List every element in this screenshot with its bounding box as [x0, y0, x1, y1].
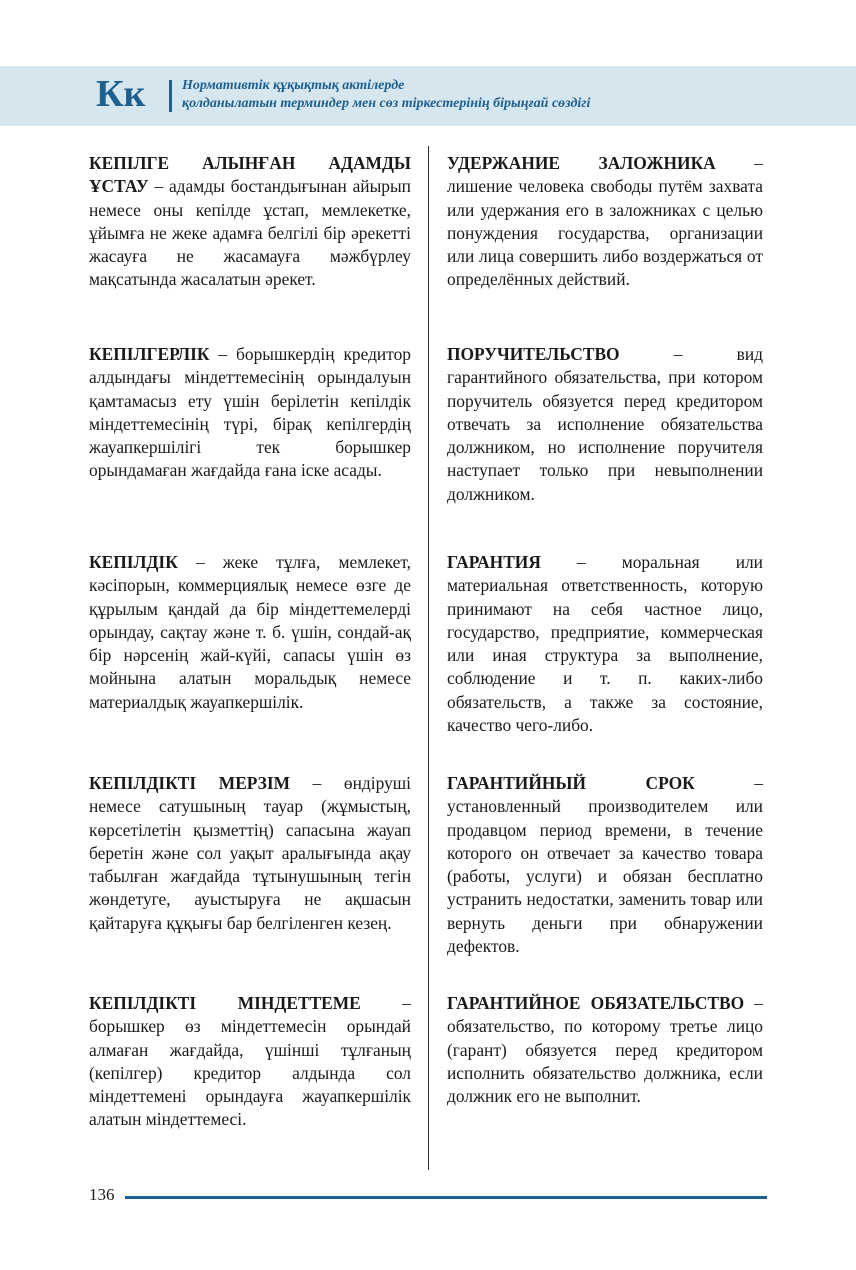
ru-term-1: УДЕРЖАНИЕ ЗАЛОЖНИКА	[447, 153, 716, 173]
running-header-line-1: Нормативтік құқықтық актілерде	[182, 78, 405, 93]
kk-entry-5	[89, 992, 411, 1132]
ru-term-2: ПОРУЧИТЕЛЬСТВО	[447, 344, 620, 364]
ru-entry-4	[447, 772, 763, 958]
ru-definition-1: – лишение человека свободы путём захвата или удержания его в заложниках с целью понуждения государства, организации или лица совершить либо воздержаться от определённых действий.	[447, 153, 763, 290]
ru-entry-3	[447, 551, 763, 737]
kk-definition-4: – өндіруші немесе сатушының тауар (жұмыстың, көрсетілетін қызметтің) сапасына жауап беретін және сол уақыт аралығында ақау табылған жағдайда тұтынушының тегін жөндетуге, ауыстыруға не ақшасын қайтаруға құқығы бар белгіленген кезең.	[89, 773, 411, 933]
ru-term-3: ГАРАНТИЯ	[447, 552, 541, 572]
kk-definition-2: – борышкердің кредитор алдындағы міндеттемесінің орындалуын қамтамасыз ету үшін берілетін кепілдік міндеттемесінің түрі, бірақ кепілгердің жауапкершілігі тек борышкер орындамаған жағдайда ғана іске асады.	[89, 344, 411, 481]
ru-term-5: ГАРАНТИЙНОЕ ОБЯЗАТЕЛЬСТВО	[447, 993, 745, 1013]
section-letter: Кк	[96, 73, 146, 115]
ru-entry-2	[447, 343, 763, 506]
kk-definition-5: – борышкер өз міндеттемесін орындай алмаған жағдайда, үшінші тұлғаның (кепілгер) кредитор алдында сол міндеттемені орындауға жауапкершілік алатын міндеттемесі.	[89, 993, 411, 1130]
running-header-line-2: қолданылатын терминдер мен сөз тіркестерінің бірыңғай сөздігі	[182, 96, 591, 111]
header-divider	[169, 80, 172, 112]
kk-entry-3	[89, 551, 411, 714]
running-header	[182, 77, 590, 113]
ru-entry-5	[447, 992, 763, 1108]
kk-definition-3: – жеке тұлға, мемлекет, кәсіпорын, коммерциялық немесе өзге де құрылым қандай да бір міндеттемелерді орындау, сақтау және т. б. үшін, сондай-ақ бір нәрсенің жай-күйі, сапасы үшін өз мойнына алатын моральдық немесе материалдық жауапкершілік.	[89, 552, 411, 712]
ru-definition-3: – моральная или материальная ответственность, которую принимают на себя частное лицо, государство, предприятие, коммерческая или иная структура за выполнение, соблюдение и т. п. каких-либо обязательств, а также за состояние, качество чего-либо.	[447, 552, 763, 736]
ru-definition-5: – обязательство, по которому третье лицо (гарант) обязуется перед кредитором исполнить обязательство должника, если должник его не выполнит.	[447, 993, 763, 1107]
ru-definition-2: – вид гарантийного обязательства, при котором поручитель обязуется перед кредитором отвечать за исполнение обязательства должником, но исполнение поручителя наступает только при невыполнении должником.	[447, 344, 763, 504]
kk-term-2: КЕПІЛГЕРЛІК	[89, 344, 210, 364]
kk-term-4: КЕПІЛДІКТІ МЕРЗІМ	[89, 773, 290, 793]
kk-term-3: КЕПІЛДІК	[89, 552, 178, 572]
column-divider	[428, 146, 429, 1170]
ru-entry-1	[447, 152, 763, 292]
footer-rule	[125, 1196, 767, 1199]
kk-entry-4	[89, 772, 411, 935]
kk-entry-2	[89, 343, 411, 483]
kk-definition-1: – адамды бостандығынан айырып немесе оны кепілде ұстап, мемлекетке, ұйымға не жеке адамға белгілі бір әрекетті жасауға не жасамауға мәжбүрлеу мақсатында жасалатын әрекет.	[89, 176, 411, 290]
kk-entry-1	[89, 152, 411, 292]
ru-definition-4: – установленный производителем или продавцом период времени, в течение которого он отвечает за качество товара (работы, услуги) и обязан бесплатно устранить недостатки, заменить товар или вернуть деньги при обнаружении дефектов.	[447, 773, 764, 957]
ru-term-4: ГАРАНТИЙНЫЙ СРОК	[447, 773, 695, 793]
kk-term-5: КЕПІЛДІКТІ МІНДЕТТЕМЕ	[89, 993, 361, 1013]
page-number: 136	[89, 1185, 115, 1204]
kk-term-1: КЕПІЛГЕ АЛЫНҒАН АДАМДЫ ҰСТАУ	[89, 153, 411, 197]
